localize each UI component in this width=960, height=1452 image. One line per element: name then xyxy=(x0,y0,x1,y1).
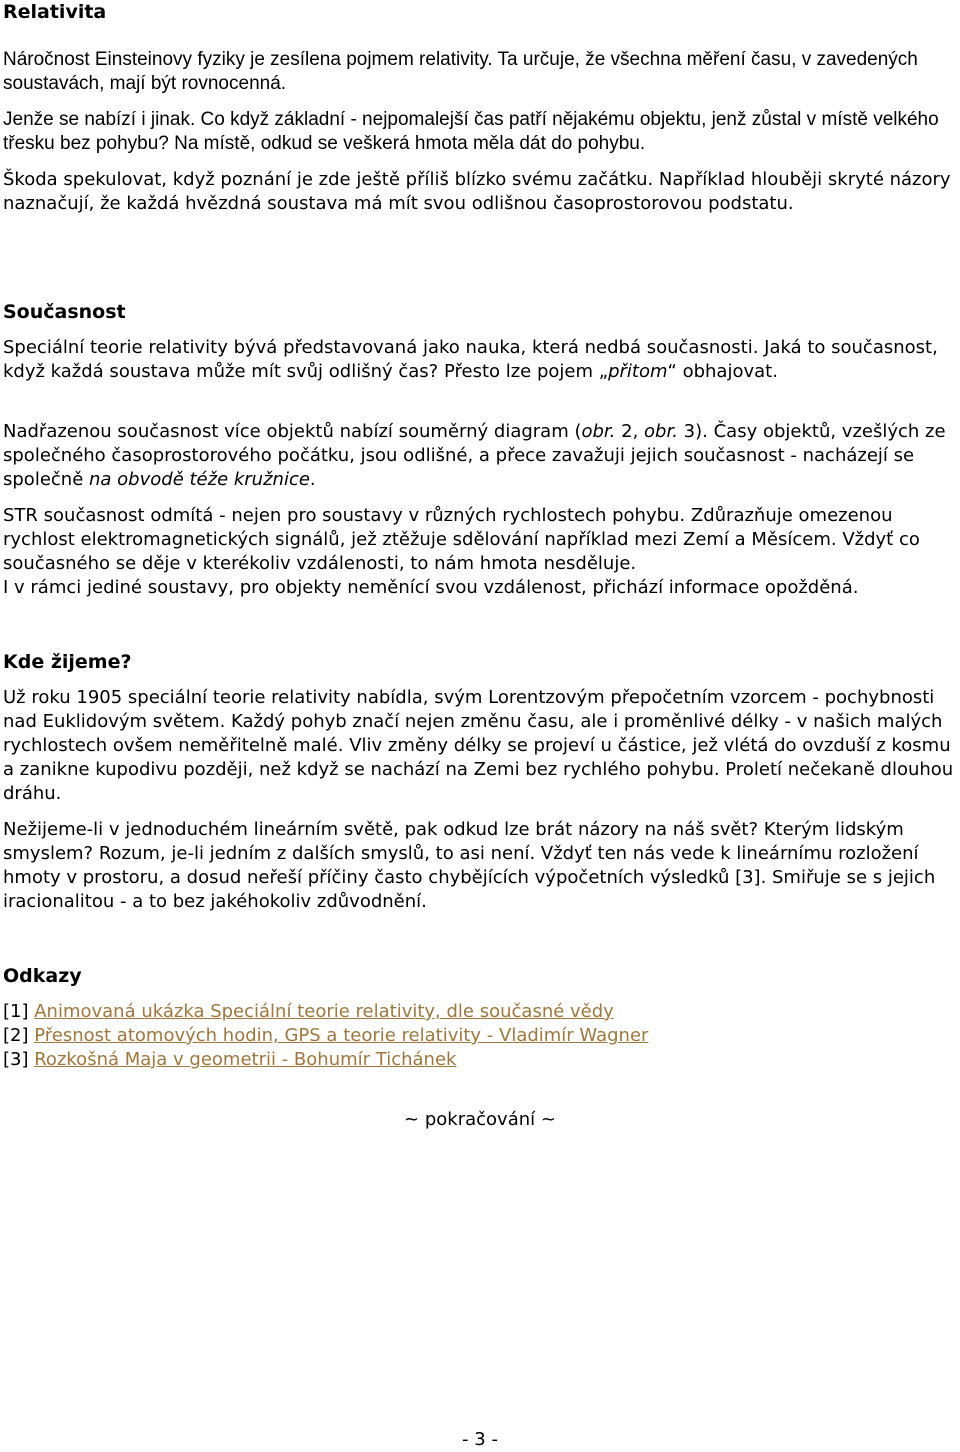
paragraph xyxy=(3,420,957,492)
paragraph xyxy=(3,504,957,600)
paragraph xyxy=(3,168,957,216)
continuation-note xyxy=(3,1108,957,1132)
section-odkazy xyxy=(3,964,957,988)
paragraph-text: Už roku 1905 speciální teorie relativity nabídla, svým Lorentzovým přepočetním vzorcem - pochybnosti nad Euklidovým světem. Každý pohyb značí nejen změnu času, ale i proměnlivé délky - v našich malých rychlostech ovšem neměřitelně malé. Vliv změny délky se projeví u částice, jež vlétá do ovzduší z kosmu a zanikne kupodivu později, než když se nachází na Zemi bez rychlého pohybu. Proletí nečekaně dlouhou dráhu. xyxy=(3,687,954,804)
text-span: 2, xyxy=(615,421,645,442)
page-number: - 3 - xyxy=(462,1429,498,1450)
emphasis: obr. xyxy=(644,421,678,442)
paragraph-text: STR současnost odmítá - nejen pro soustavy v různých rychlostech pohybu. Zdůrazňuje omezenou rychlost elektromagnetických signálů, jež ztěžuje sdělování například mezi Zemí a Měsícem. Vždyť co současného se děje v kterékoliv vzdálenosti, to nám hmota nesděluje. xyxy=(3,505,920,574)
paragraph xyxy=(3,336,957,384)
reference-link[interactable]: Animovaná ukázka Speciální teorie relativity, dle současné vědy xyxy=(34,1001,614,1022)
emphasis: přitom xyxy=(608,361,668,382)
paragraph-text xyxy=(3,420,957,492)
reference-link[interactable]: Přesnost atomových hodin, GPS a teorie relativity - Vladimír Wagner xyxy=(34,1025,649,1046)
emphasis: na obvodě téže kružnice xyxy=(89,469,310,490)
reference-number: [2] xyxy=(3,1025,29,1046)
text-span: . xyxy=(309,469,316,490)
paragraph-text: Jenže se nabízí i jinak. Co když základní - nejpomalejší čas patří nějakému objektu, jenž zůstal v místě velkého třesku bez pohybu? Na místě, odkud se veškerá hmota měla dát do pohybu. xyxy=(3,109,939,154)
reference-number: [1] xyxy=(3,1001,29,1022)
paragraph-text: Náročnost Einsteinovy fyziky je zesílena pojmem relativity. Ta určuje, že všechna měření času, v zavedených soustavách, mají být rovnocenná. xyxy=(3,49,918,94)
text-span: 3). Časy objektů, vzešlých ze společného časoprostorového počátku, jsou odlišné, a přece zavažuji jejich současnost - nacházejí se společně xyxy=(3,421,946,490)
heading-kde-zijeme: Kde žijeme? xyxy=(3,651,132,673)
paragraph-text: Škoda spekulovat, když poznání je zde ještě příliš blízko svému začátku. Například hlouběji skryté názory naznačují, že každá hvězdná soustava má mít svou odlišnou časoprostorovou podstatu. xyxy=(3,169,951,214)
section-kde-zijeme xyxy=(3,650,957,674)
text-span: “ obhajovat. xyxy=(667,361,778,382)
reference-item xyxy=(3,1024,957,1048)
paragraph xyxy=(3,686,957,806)
paragraph xyxy=(3,818,957,914)
text-span: Speciální teorie relativity bývá představovaná jako nauka, která nedbá současnosti. Jaká to současnost, když každá soustava může mít svůj odlišný čas? Přesto lze pojem „ xyxy=(3,337,938,382)
emphasis: obr. xyxy=(581,421,616,442)
reference-item xyxy=(3,1048,957,1072)
section-relativita xyxy=(3,0,957,24)
text-span: Nadřazenou současnost více objektů nabízí souměrný diagram ( xyxy=(3,421,582,442)
page-footer xyxy=(3,1428,957,1452)
heading-odkazy: Odkazy xyxy=(3,965,82,987)
reference-item xyxy=(3,1000,957,1024)
paragraph xyxy=(3,48,957,96)
reference-number: [3] xyxy=(3,1049,29,1070)
paragraph xyxy=(3,108,957,156)
paragraph-text: Nežijeme-li v jednoduchém lineárním světě, pak odkud lze brát názory na náš svět? Kterým lidským smyslem? Rozum, je-li jedním z dalších smyslů, to asi není. Vždyť ten nás vede k lineárnímu rozložení hmoty v prostoru, a dosud neřeší příčiny často chybějících výpočetních výsledků [3]. Smiřuje se s jejich iracionalitou - a to bez jakéhokoliv zdůvodnění. xyxy=(3,819,936,912)
continuation-text: ~ pokračování ~ xyxy=(404,1109,556,1130)
section-soucasnost xyxy=(3,300,957,324)
paragraph-text: I v rámci jediné soustavy, pro objekty neměnící svou vzdálenost, přichází informace opožděná. xyxy=(3,577,859,598)
heading-relativita: Relativita xyxy=(3,1,107,23)
paragraph-text xyxy=(3,336,957,384)
heading-soucasnost: Současnost xyxy=(3,301,126,323)
reference-list xyxy=(3,1000,957,1072)
reference-link[interactable]: Rozkošná Maja v geometrii - Bohumír Tichánek xyxy=(34,1049,457,1070)
